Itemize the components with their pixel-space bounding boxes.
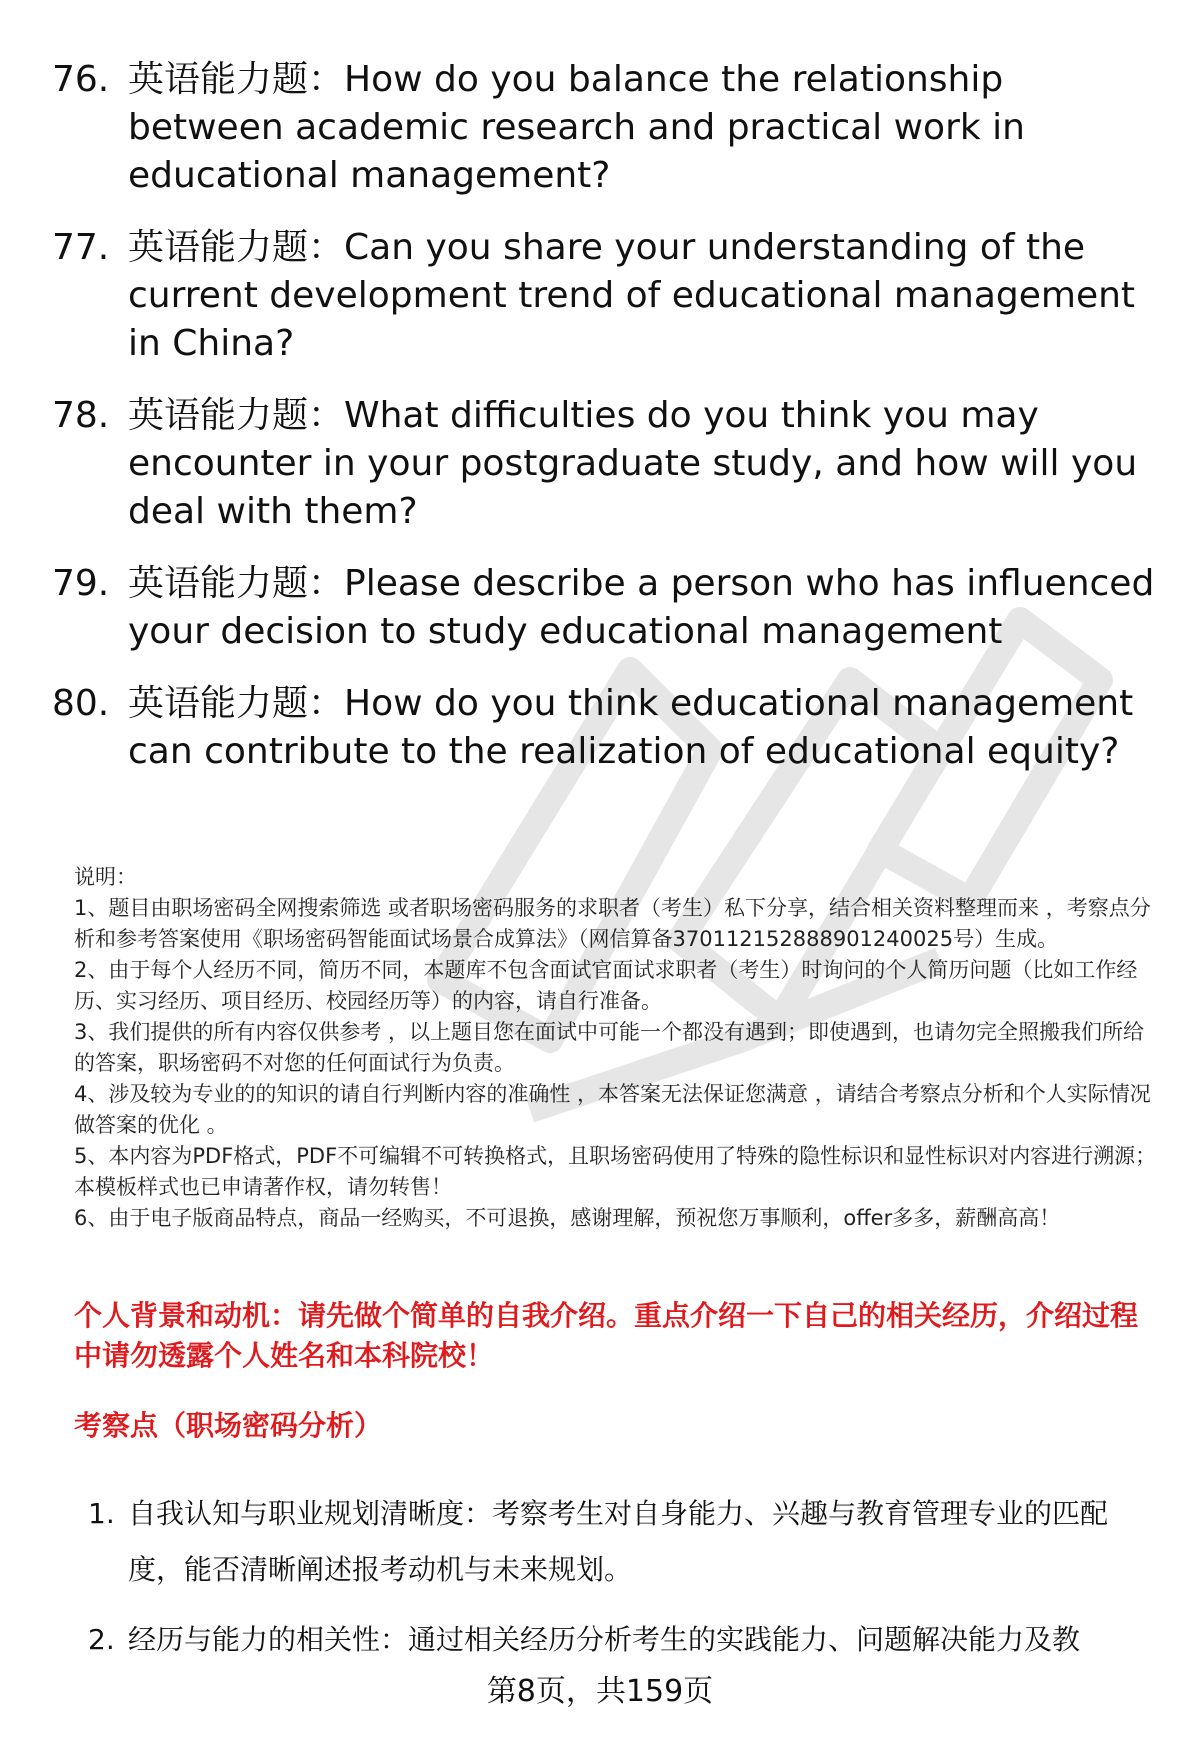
question-label: 英语能力题： [128, 59, 345, 100]
question-label: 英语能力题： [128, 683, 345, 724]
question-number: 79. [52, 563, 110, 604]
analysis-title: 考察点（职场密码分析） [74, 1409, 383, 1442]
note-item: 6、由于电子版商品特点，商品一经购买，不可退换，感谢理解，预祝您万事顺利，offer多多，薪酬高高！ [74, 1206, 1061, 1230]
notes-section [74, 862, 1158, 1234]
list-item [52, 680, 1162, 776]
question-number: 78. [52, 395, 110, 436]
question-text: What difficulties do you think you may encounter in your postgraduate study, and how will you deal with them? [128, 395, 1138, 532]
question-text: How do you balance the relationship between academic research and practical work in educational management? [128, 59, 1025, 196]
list-item [52, 56, 1162, 200]
analysis-number: 1. [88, 1497, 115, 1530]
notes-title: 说明： [74, 865, 137, 889]
list-item [52, 560, 1162, 656]
question-number: 76. [52, 59, 110, 100]
note-item: 3、我们提供的所有内容仅供参考 ，以上题目您在面试中可能一个都没有遇到；即使遇到，也请勿完全照搬我们所给的答案，职场密码不对您的任何面试行为负责。 [74, 1020, 1145, 1075]
analysis-text: 经历与能力的相关性：通过相关经历分析考生的实践能力、问题解决能力及教 [128, 1623, 1081, 1656]
question-label: 英语能力题： [128, 227, 345, 268]
question-text: Please describe a person who has influenced your decision to study educational management [128, 563, 1155, 652]
page-footer: 第8页，共159页 [486, 1674, 714, 1709]
note-item: 2、由于每个人经历不同，简历不同，本题库不包含面试官面试求职者（考生）时询问的个人简历问题（比如工作经历、实习经历、项目经历、校园经历等）的内容，请自行准备。 [74, 958, 1138, 1013]
list-item [74, 1486, 1158, 1598]
question-number: 80. [52, 683, 110, 724]
question-list [52, 56, 1162, 800]
question-number: 77. [52, 227, 110, 268]
note-item: 1、题目由职场密码全网搜索筛选 或者职场密码服务的求职者（考生）私下分享，结合相关资料整理而来 ，考察点分析和参考答案使用《职场密码智能面试场景合成算法》（网信算备370112152888901240025号）生成。 [74, 896, 1151, 951]
question-label: 英语能力题： [128, 563, 345, 604]
analysis-number: 2. [88, 1623, 115, 1656]
list-item [74, 1612, 1158, 1668]
analysis-list [74, 1486, 1158, 1682]
list-item [52, 392, 1162, 536]
question-text: Can you share your understanding of the current development trend of educational management in China? [128, 227, 1136, 364]
question-text: How do you think educational management can contribute to the realization of educational equity? [128, 683, 1134, 772]
question-label: 英语能力题： [128, 395, 345, 436]
list-item [52, 224, 1162, 368]
section-title: 个人背景和动机：请先做个简单的自我介绍。重点介绍一下自己的相关经历，介绍过程中请勿透露个人姓名和本科院校！ [74, 1299, 1139, 1372]
note-item: 5、本内容为PDF格式，PDF不可编辑不可转换格式，且职场密码使用了特殊的隐性标识和显性标识对内容进行溯源；本模板样式也已申请著作权，请勿转售！ [74, 1144, 1157, 1199]
analysis-text: 自我认知与职业规划清晰度：考察考生对自身能力、兴趣与教育管理专业的匹配度，能否清晰阐述报考动机与未来规划。 [128, 1497, 1109, 1586]
note-item: 4、涉及较为专业的的知识的请自行判断内容的准确性 ，本答案无法保证您满意 ，请结合考察点分析和个人实际情况做答案的优化 。 [74, 1082, 1151, 1137]
